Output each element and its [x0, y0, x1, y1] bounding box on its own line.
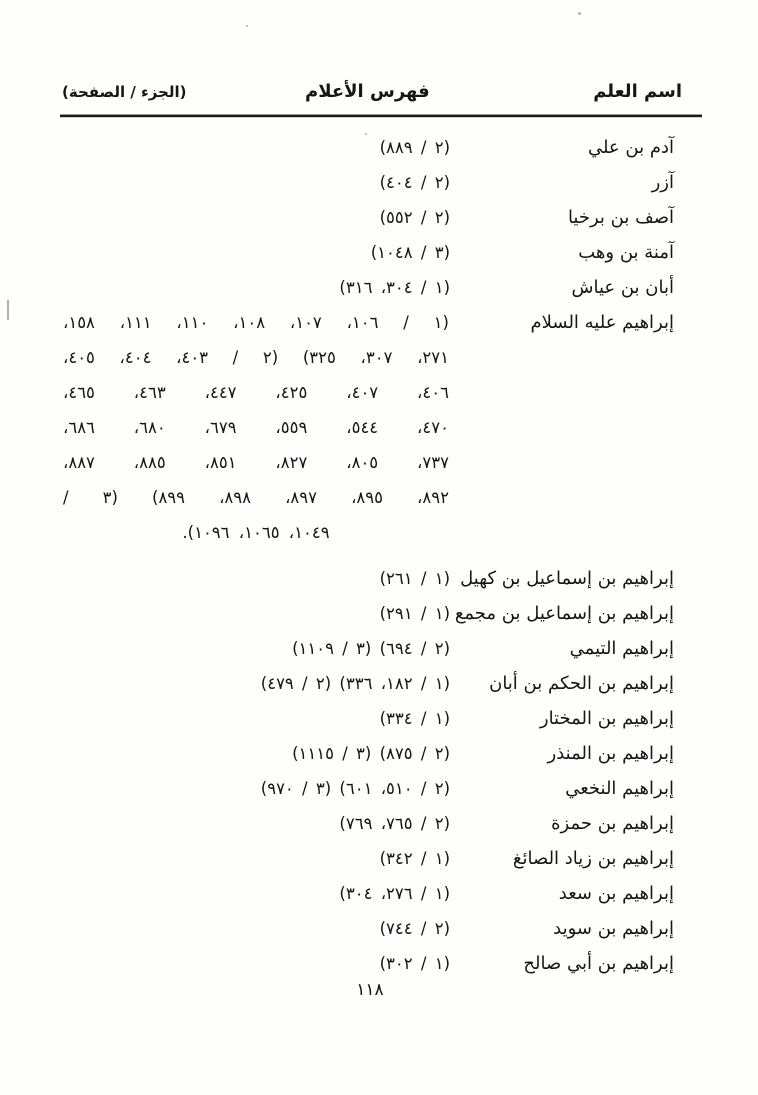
entry-pages: (٢ / ٧٤٤)	[379, 919, 450, 938]
entry-pages: (١ / ١٠٦، ١٠٧، ١٠٨، ١١٠، ١١١، ١٥٨،	[63, 313, 449, 332]
index-entry-row	[60, 736, 702, 771]
entry-pages-continuation: ٧٣٧، ٨٠٥، ٨٢٧، ٨٥١، ٨٨٥، ٨٨٧،	[63, 453, 449, 472]
index-entry-row	[60, 701, 702, 736]
index-entry-row	[60, 596, 702, 631]
index-entry-row	[60, 911, 702, 946]
entry-name: إبراهيم بن المنذر	[547, 743, 674, 764]
scan-speck	[246, 25, 248, 27]
entry-name: إبراهيم بن سويد	[553, 918, 674, 939]
index-entry-row	[60, 876, 702, 911]
entry-pages: (١ / ٢٦١)	[379, 569, 450, 588]
index-entry-row	[60, 666, 702, 701]
entry-pages: (٣ / ١٠٤٨)	[370, 243, 450, 262]
entry-pages: (١ / ٢٧٦، ٣٠٤)	[339, 884, 450, 903]
index-entry-row	[60, 841, 702, 876]
index-entry-row	[60, 631, 702, 666]
index-entry-row	[60, 200, 702, 235]
entry-name: إبراهيم النخعي	[565, 778, 674, 799]
entry-name: إبراهيم بن إسماعيل بن كهيل	[460, 568, 674, 589]
entry-pages: (١ / ٣٣٤)	[379, 709, 450, 728]
entry-name: إبراهيم بن زياد الصائغ	[512, 848, 674, 869]
entry-name: إبراهيم بن الحكم بن أبان	[489, 673, 674, 694]
entry-pages: (٢ / ٤٠٤)	[379, 173, 450, 192]
entry-name: إبراهيم بن أبي صالح	[523, 953, 674, 974]
header-name-column-label: اسم العلم	[593, 81, 682, 102]
entry-name: إبراهيم بن حمزة	[551, 813, 674, 834]
index-entry-row	[60, 270, 702, 305]
entry-pages: (١ / ٣٤٢)	[379, 849, 450, 868]
entry-name: إبراهيم بن إسماعيل بن مجمع	[454, 603, 674, 624]
entry-name: إبراهيم بن سعد	[558, 883, 674, 904]
entry-name: إبراهيم التيمي	[569, 638, 674, 659]
scan-speck	[578, 12, 581, 15]
index-entry-row	[60, 305, 702, 340]
index-entry-row	[60, 235, 702, 270]
entry-pages: (٢ / ٨٧٥) (٣ / ١١١٥)	[292, 744, 450, 763]
entry-pages-continuation: ١٠٤٩، ١٠٦٥، ١٠٩٦).	[182, 523, 330, 542]
index-entry-row	[60, 771, 702, 806]
entry-pages-continuation: ٤٧٠، ٥٤٤، ٥٥٩، ٦٧٩، ٦٨٠، ٦٨٦،	[63, 418, 449, 437]
entry-pages-continuation: ٤٠٦، ٤٠٧، ٤٢٥، ٤٤٧، ٤٦٣، ٤٦٥،	[63, 383, 449, 402]
entry-pages-continuation: ٨٩٢، ٨٩٥، ٨٩٧، ٨٩٨، ٨٩٩) (٣ /	[63, 488, 449, 507]
entry-name: إبراهيم بن المختار	[539, 708, 674, 729]
index-entry-row	[60, 561, 702, 596]
scan-speck	[365, 133, 367, 135]
entry-pages: (٢ / ٨٨٩)	[379, 138, 450, 157]
index-entry-row	[60, 165, 702, 200]
page-number: ١١٨	[356, 980, 384, 1000]
index-entry-row	[60, 946, 702, 981]
entry-name: أبان بن عياش	[571, 277, 674, 298]
entry-pages: (١ / ٢٩١)	[379, 604, 450, 623]
header-divider-rule	[60, 114, 702, 117]
entry-name: آدم بن علي	[587, 137, 674, 158]
entry-pages: (١ / ١٨٢، ٣٣٦) (٢ / ٤٧٩)	[260, 674, 450, 693]
entry-pages: (٢ / ٧٦٥، ٧٦٩)	[339, 814, 450, 833]
page-title: فهرس الأعلام	[305, 81, 430, 102]
entry-pages: (٢ / ٦٩٤) (٣ / ١١٠٩)	[292, 639, 450, 658]
entry-pages: (٢ / ٥٥٢)	[379, 208, 450, 227]
index-list	[60, 130, 702, 981]
entry-pages-continuation: ٢٧١، ٣٠٧، ٣٢٥) (٢ / ٤٠٣، ٤٠٤، ٤٠٥،	[63, 348, 449, 367]
entry-name: آصف بن برخيا	[567, 207, 674, 228]
index-entry-row	[60, 806, 702, 841]
entry-name: إبراهيم عليه السلام	[530, 312, 674, 333]
entry-name: آمنة بن وهب	[578, 242, 674, 263]
entry-name: آزر	[651, 172, 674, 193]
index-entry-row	[60, 130, 702, 165]
scan-speck	[7, 300, 9, 320]
header-pages-column-label: (الجزء / الصفحة)	[62, 83, 187, 101]
entry-pages: (٢ / ٥١٠، ٦٠١) (٣ / ٩٧٠)	[260, 779, 450, 798]
entry-pages: (١ / ٣٠٤، ٣١٦)	[339, 278, 450, 297]
entry-pages: (١ / ٣٠٢)	[379, 954, 450, 973]
